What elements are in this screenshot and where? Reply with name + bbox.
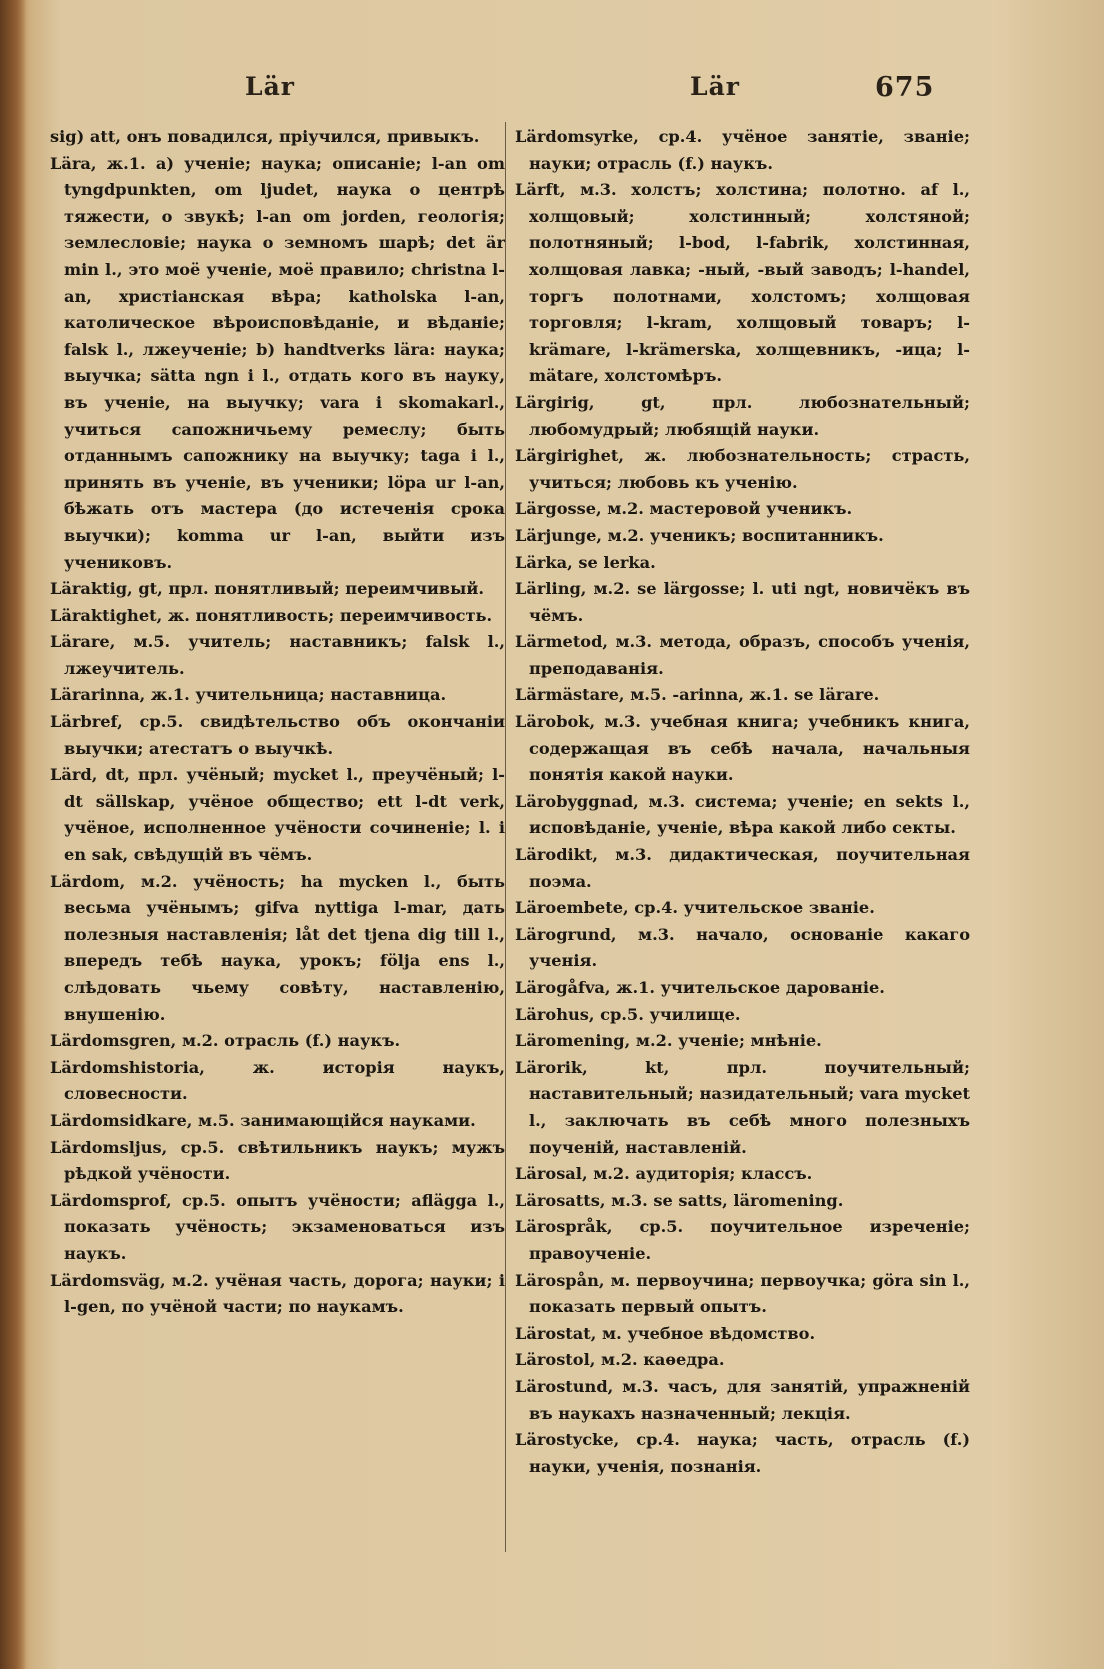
dictionary-entry: Lärorik, kt, прл. поучительный; наставительный; назидательный; vara mycket l., заключать въ себѣ много полезныхъ поученій, наставленій. <box>515 1057 970 1157</box>
dictionary-entry: Lärft, м.3. холстъ; холстина; полотно. af l., холщовый; холстинный; холстяной; полотняный; l-bod, l-fabrik, холстинная, холщовая лавка; -ный, -вый заводъ; l-handel, торгъ полотнами, холстомъ; холщовая торговля; l-kram, холщовый товаръ; l-krämare, l-krämerska, холщевникъ, -ица; l-mätare, холстомѣръ. <box>515 180 970 386</box>
dictionary-entry: Läraktighet, ж. понятливость; переимчивость. <box>50 605 493 625</box>
dictionary-entry: Lärbref, ср.5. свидѣтельство объ окончаніи выучки; атестатъ о выучкѣ. <box>50 712 505 758</box>
book-spine <box>0 0 26 1669</box>
dictionary-entry: Lärgirig, gt, прл. любознательный; любомудрый; любящій науки. <box>515 392 970 439</box>
dictionary-entry: Lärobyggnad, м.3. система; ученіе; en sekts l., исповѣданіе, ученіе, вѣра какой либо секты. <box>515 791 970 838</box>
left-column <box>50 124 505 1654</box>
column-divider <box>505 122 506 1552</box>
dictionary-entry: Lärmetod, м.3. метода, образъ, способъ ученія, преподаванія. <box>515 632 970 678</box>
dictionary-entry: Lärosal, м.2. аудиторія; классъ. <box>515 1164 813 1184</box>
dictionary-entry: Lärgirighet, ж. любознательность; страсть, учиться; любовь къ ученію. <box>515 446 970 492</box>
dictionary-entry: Lärodikt, м.3. дидактическая, поучительная поэма. <box>515 845 970 891</box>
dictionary-entry: Läraktig, gt, прл. понятливый; переимчивый. <box>50 579 485 599</box>
dictionary-entry: Lärostol, м.2. каѳедра. <box>515 1350 725 1370</box>
page-number: 675 <box>875 72 935 103</box>
dictionary-entry: Läroembete, ср.4. учительское званіе. <box>515 898 875 918</box>
dictionary-entry: Lärka, se lerka. <box>515 552 656 572</box>
dictionary-entry: Lärdomsväg, м.2. учёная часть, дорога; науки; i l-gen, по учёной части; по наукамъ. <box>50 1270 505 1317</box>
dictionary-entry: Lärostycke, ср.4. наука; часть, отрасль (f.) науки, ученія, познанія. <box>515 1430 970 1476</box>
dictionary-entry: Lärohus, ср.5. училище. <box>515 1004 741 1024</box>
dictionary-entry: Lära, ж.1. а) ученіе; наука; описаніе; l-an om tyngdpunkten, om ljudet, наука о центрѣ тяжести, о звукѣ; l-an om jorden, геологія; землесловіе; наука о земномъ шарѣ; det är min l., это моё ученіе, моё правило; christna l-an, христіанская вѣра; katholska l-an, католическое вѣроисповѣданіе, и вѣданіе; falsk l., лжеученіе; b) handtverks lära: наука; выучка; sätta ngn i l., отдать кого въ науку, въ ученіе, на выучку; vara i skomakarl., учиться сапожничьему ремеслу; быть отданнымъ сапожнику на выучку; taga i l., принять въ ученіе, въ ученики; löpa ur l-an, бѣжать отъ мастера (до истеченія срока выучки); komma ur l-an, выйти изъ учениковъ. <box>50 153 505 572</box>
dictionary-entry: Lärling, м.2. se lärgosse; l. uti ngt, новичёкъ въ чёмъ. <box>515 579 970 625</box>
dictionary-entry: Lärogåfva, ж.1. учительское дарованіе. <box>515 978 885 997</box>
dictionary-entry: Lärdomsprof, ср.5. опытъ учёности; aflägga l., показать учёность; экзаменоваться изъ наукъ. <box>50 1190 505 1263</box>
dictionary-entry: Lärare, м.5. учитель; наставникъ; falsk l., лжеучитель. <box>50 632 505 678</box>
dictionary-entry: Lärospån, м. первоучина; первоучка; göra sin l., показать первый опытъ. <box>515 1270 970 1317</box>
dictionary-entry: Lärosatts, м.3. se satts, läromening. <box>515 1190 844 1210</box>
dictionary-entry: Lärdom, м.2. учёность; ha mycken l., быть весьма учёнымъ; gifva nyttiga l-mar, дать полезныя наставленія; låt det tjena dig till l., впередъ тебѣ наука, урокъ; följa ens l., слѣдовать чьему совѣту, наставленію, внушенію. <box>50 871 505 1024</box>
dictionary-entry: Lärostat, м. учебное вѣдомство. <box>515 1323 816 1343</box>
dictionary-entry: Lärjunge, м.2. ученикъ; воспитанникъ. <box>515 525 884 545</box>
dictionary-entry: Lärdomsgren, м.2. отрасль (f.) наукъ. <box>50 1031 401 1051</box>
right-headword: Lär <box>690 72 740 101</box>
dictionary-entry: Lärostund, м.3. часъ, для занятій, упражненій въ наукахъ назначенный; лекція. <box>515 1376 970 1423</box>
dictionary-entry: Lärdomsidkare, м.5. занимающійся науками. <box>50 1110 476 1130</box>
dictionary-entry: Lärgosse, м.2. мастеровой ученикъ. <box>515 499 853 519</box>
dictionary-entry: sig) att, онъ повадился, пріучился, привыкъ. <box>50 127 480 146</box>
dictionary-entry: Lärarinna, ж.1. учительница; наставница. <box>50 685 447 705</box>
dictionary-entry: Lärdomsyrke, ср.4. учёное занятіе, званіе; науки; отрасль (f.) наукъ. <box>515 127 970 173</box>
dictionary-entry: Läromening, м.2. ученіе; мнѣніе. <box>515 1031 822 1051</box>
dictionary-entry: Lärmästare, м.5. -arinna, ж.1. se lärare. <box>515 685 880 705</box>
dictionary-entry: Lärogrund, м.3. начало, основаніе какаго ученія. <box>515 924 970 971</box>
right-column <box>515 124 970 1654</box>
running-header <box>50 72 1050 112</box>
dictionary-entry: Lärdomshistoria, ж. исторія наукъ, словесности. <box>50 1057 505 1104</box>
dictionary-entry: Lärobok, м.3. учебная книга; учебникъ книга, содержащая въ себѣ начала, начальныя понятія какой науки. <box>515 712 970 785</box>
left-headword: Lär <box>245 72 295 101</box>
dictionary-entry: Lärdomsljus, ср.5. свѣтильникъ наукъ; мужъ рѣдкой учёности. <box>50 1137 505 1184</box>
dictionary-entry: Lärd, dt, прл. учёный; mycket l., преучёный; l-dt sällskap, учёное общество; ett l-dt verk, учёное, исполненное учёности сочиненіе; l. i en sak, свѣдущій въ чёмъ. <box>50 765 505 865</box>
dictionary-entry: Lärospråk, ср.5. поучительное изреченіе; правоученіе. <box>515 1217 970 1263</box>
